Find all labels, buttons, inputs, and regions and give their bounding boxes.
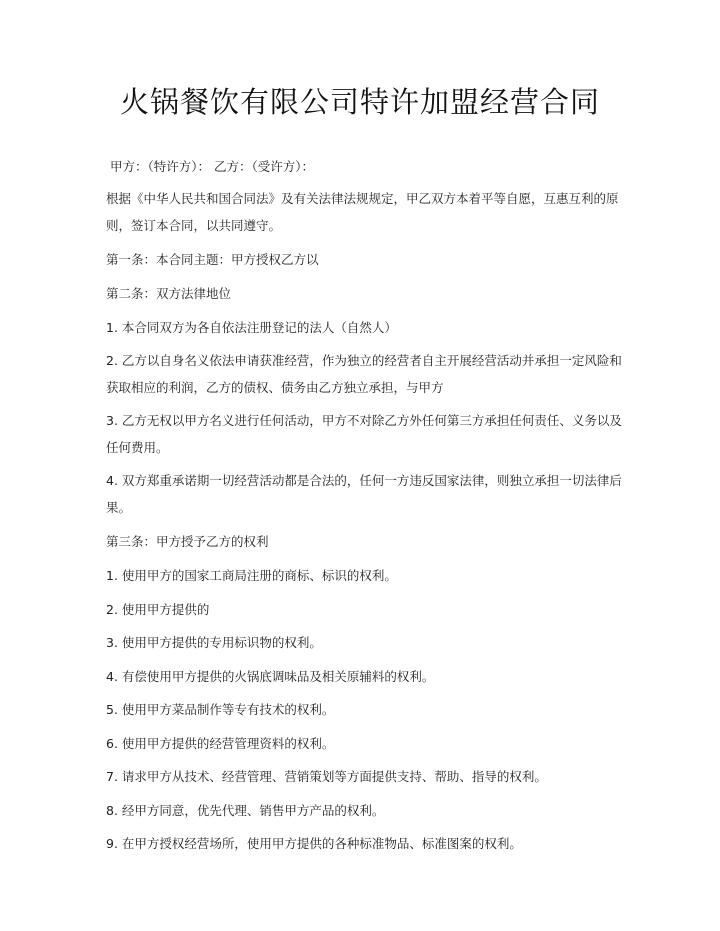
- paragraph-line: 第三条：甲方授予乙方的权利: [106, 534, 269, 549]
- paragraph-line: 4. 有偿使用甲方提供的火锅底调味品及相关原辅料的权利。: [106, 669, 435, 684]
- paragraph-line: 第一条：本合同主题：甲方授权乙方以: [106, 252, 319, 267]
- paragraph-line: 根据《中华人民共和国合同法》及有关法律法规规定，甲乙双方本着平等自愿，互惠互利的原: [106, 191, 619, 206]
- paragraph-line: 任何费用。: [106, 440, 169, 455]
- parties-line: 甲方：（特许方）： 乙方：（受许方）：: [110, 159, 314, 174]
- paragraph-line: 9. 在甲方授权经营场所，使用甲方提供的各种标准物品、标准图案的权利。: [106, 836, 522, 851]
- paragraph-line: 3. 使用甲方提供的专用标识物的权利。: [106, 635, 322, 650]
- paragraph-line: 果。: [106, 500, 132, 515]
- paragraph-line: 2. 乙方以自身名义依法申请获准经营，作为独立的经营者自主开展经营活动并承担一定风险和: [106, 353, 622, 368]
- paragraph-line: 7. 请求甲方从技术、经营管理、营销策划等方面提供支持、帮助、指导的权利。: [106, 769, 547, 784]
- paragraph-line: 4. 双方郑重承诺期一切经营活动都是合法的，任何一方违反国家法律，则独立承担一切法律后: [106, 473, 622, 488]
- paragraph-line: 5. 使用甲方菜品制作等专有技术的权利。: [106, 702, 335, 717]
- paragraph-line: 1. 本合同双方为各自依法注册登记的法人（自然人）: [106, 320, 397, 335]
- paragraph-line: 2. 使用甲方提供的: [106, 602, 210, 617]
- paragraph-line: 3. 乙方无权以甲方名义进行任何活动，甲方不对除乙方外任何第三方承担任何责任、义务以及: [106, 413, 622, 428]
- document-title: 火锅餐饮有限公司特许加盟经营合同: [119, 85, 600, 119]
- paragraph-line: 则，签订本合同，以共同遵守。: [106, 218, 282, 233]
- paragraph-line: 6. 使用甲方提供的经营管理资料的权利。: [106, 736, 335, 751]
- paragraph-line: 第二条：双方法律地位: [106, 286, 232, 301]
- paragraph-line: 获取相应的利润，乙方的债权、债务由乙方独立承担，与甲方: [106, 380, 444, 395]
- paragraph-line: 1. 使用甲方的国家工商局注册的商标、标识的权利。: [106, 568, 397, 583]
- paragraph-line: 8. 经甲方同意，优先代理、销售甲方产品的权利。: [106, 803, 385, 818]
